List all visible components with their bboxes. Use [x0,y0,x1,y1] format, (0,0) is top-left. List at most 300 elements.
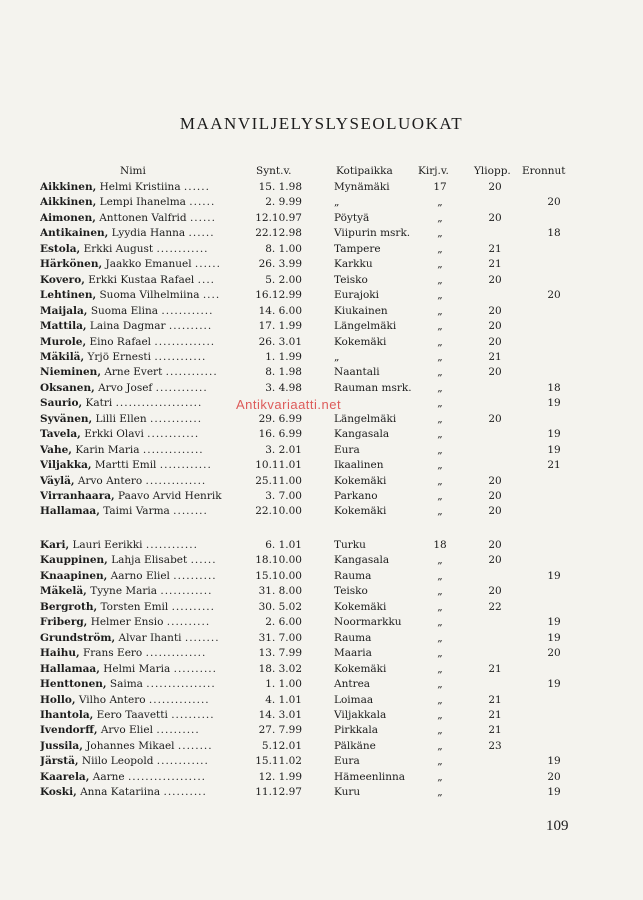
resigned-year: 19 [547,678,561,691]
given-names: Lilli Ellen [95,412,147,425]
graduated-year: 20 [488,554,502,567]
enrolled-year: „ [437,242,443,255]
table-row [0,273,643,288]
dot-leader: ........ [184,631,220,644]
graduated-year: 20 [488,304,502,317]
surname: Härkönen, [40,258,103,271]
dot-leader: ............ [150,412,203,425]
graduated-year: 21 [488,350,502,363]
birth-date: 8. 1.98 [265,366,302,379]
table-row [0,381,643,396]
surname: Mäkelä, [40,585,87,598]
given-names: Torsten Emil [100,600,169,613]
surname: Kovero, [40,273,85,286]
enrolled-year: 18 [433,539,447,551]
given-names: Eero Taavetti [96,708,168,721]
student-name [40,600,240,615]
enrolled-year: „ [437,196,443,209]
table-row [0,412,643,427]
graduated-year: 20 [488,335,502,348]
enrolled-year: „ [437,585,443,598]
header-name: Nimi [120,165,146,177]
surname: Hollo, [40,693,76,706]
given-names: Lempi Ihanelma [99,196,186,209]
student-name [40,631,240,646]
surname: Aimonen, [40,211,96,224]
surname: Syvänen, [40,412,93,425]
birth-date: 3. 4.98 [265,381,302,394]
home-town: Teisko [334,273,368,286]
table-row [0,631,643,646]
birth-date: 8. 1.00 [265,242,302,255]
birth-date: 18. 3.02 [258,662,302,675]
graduated-year: 21 [488,242,502,255]
birth-date: 11.12.97 [255,786,302,799]
enrolled-year: „ [437,443,443,456]
home-town: Naantali [334,366,380,379]
birth-date: 15.10.00 [255,569,302,582]
page-title: MAANVILJELYSLYSEOLUOKAT [179,114,464,133]
graduated-year: 22 [488,600,502,613]
student-name [40,350,240,365]
resigned-year: 19 [547,397,561,410]
enrolled-year: „ [437,474,443,487]
table-row [0,770,643,785]
surname: Mattila, [40,320,87,333]
graduated-year: 20 [488,366,502,379]
home-town: Kokemäki [334,335,387,348]
enrolled-year: „ [437,490,443,502]
dot-leader: .......... [168,320,213,333]
given-names: Arvo Antero [77,474,143,487]
given-names: Lyydia Hanna [111,227,186,240]
home-town: Karkku [334,258,373,271]
enrolled-year: „ [437,304,443,317]
given-names: Eino Rafael [89,335,152,348]
enrolled-year: „ [437,724,443,737]
table-row [0,785,643,800]
surname: Virranhaara, [40,490,115,502]
enrolled-year: „ [437,412,443,425]
birth-date: 3. 2.01 [265,443,302,456]
table-row [0,600,643,615]
given-names: Erkki Kustaa Rafael [88,273,195,286]
enrolled-year: „ [437,459,443,472]
student-name [40,211,240,226]
enrolled-year: „ [437,631,443,644]
dot-leader: .............. [145,647,207,660]
resigned-year: 19 [547,631,561,644]
page-number: 109 [546,818,569,834]
surname: Ivendorff, [40,724,98,737]
home-town: Eura [334,443,360,456]
header-ylio: Yliopp. [474,165,511,177]
surname: Väylä, [40,474,75,487]
enrolled-year: „ [437,616,443,629]
given-names: Anna Katariina [80,786,161,799]
student-name [40,257,240,272]
graduated-year: 23 [488,739,502,752]
table-row [0,739,643,754]
home-town: Kiukainen [334,304,388,317]
student-name [40,553,240,568]
table-row [0,569,643,584]
dot-leader: ...... [188,227,215,240]
home-town: Turku [334,539,366,551]
enrolled-year: „ [437,693,443,706]
table-row [0,180,643,195]
student-name [40,319,240,334]
surname: Grundström, [40,631,116,644]
surname: Hallamaa, [40,505,100,518]
surname: Koski, [40,786,77,799]
student-name [40,458,240,473]
table-row [0,195,643,210]
birth-date: 4. 1.01 [265,693,302,706]
given-names: Aarno Eliel [110,569,170,582]
given-names: Helmi Kristiina [99,181,181,193]
enrolled-year: „ [437,397,443,410]
home-town: Kokemäki [334,474,387,487]
home-town: Kangasala [334,428,390,441]
dot-leader: .............. [142,443,204,456]
birth-date: 30. 5.02 [258,600,302,613]
resigned-year: 18 [547,381,561,394]
graduated-year: 20 [488,474,502,487]
birth-date: 1. 1.99 [265,350,302,363]
dot-leader: .......... [171,600,215,613]
student-name [40,242,240,257]
surname: Antikainen, [40,227,109,240]
enrolled-year: „ [437,320,443,333]
home-town: Maaria [334,647,372,660]
enrolled-year: „ [437,289,443,302]
resigned-year: 19 [547,755,561,768]
birth-date: 5.12.01 [261,739,302,752]
resigned-year: 20 [547,647,561,660]
birth-date: 27. 7.99 [258,724,302,737]
birth-date: 6. 1.01 [265,539,302,551]
home-town: Kuru [334,786,361,799]
graduated-year: 20 [488,505,502,518]
dot-leader: ............ [159,459,212,472]
dot-leader: .................. [127,770,207,783]
resigned-year: 19 [547,443,561,456]
given-names: Arvo Josef [98,381,153,394]
dot-leader: .............. [145,474,207,487]
dot-leader: ............ [155,381,208,394]
column-headers [0,164,643,179]
dot-leader: .......... [173,569,217,582]
given-names: Suoma Elina [90,304,159,317]
graduated-year: 21 [488,708,502,721]
graduated-year: 21 [488,693,502,706]
enrolled-year: 17 [433,181,447,193]
home-town: Teisko [334,585,368,598]
surname: Vahe, [40,443,72,456]
enrolled-year: „ [437,211,443,224]
home-town: Viipurin msrk. [334,227,411,240]
table-row [0,693,643,708]
table-row [0,662,643,677]
surname: Viljakka, [40,459,92,472]
home-town: Längelmäki [334,320,397,333]
birth-date: 17. 1.99 [258,320,302,333]
enrolled-year: „ [437,786,443,799]
given-names: Martti Emil [94,459,157,472]
home-town: Kokemäki [334,662,387,675]
dot-leader: .... [197,273,215,286]
student-name [40,195,240,210]
surname: Aikkinen, [40,196,97,209]
student-name [40,754,240,769]
enrolled-year: „ [437,505,443,518]
birth-date: 10.11.01 [255,459,302,472]
home-town: Antrea [334,678,371,691]
enrolled-year: „ [437,258,443,271]
student-name [40,412,240,427]
graduated-year: 20 [488,211,502,224]
resigned-year: 20 [547,289,561,302]
birth-date: 2. 6.00 [265,616,302,629]
surname: Saurio, [40,397,83,410]
graduated-year: 20 [488,181,502,193]
given-names: Taimi Varma [103,505,170,518]
given-names: Paavo Arvid Henrik [118,490,222,502]
dot-leader: ............ [161,304,214,317]
home-town: „ [334,350,340,363]
birth-date: 29. 6.99 [258,412,302,425]
surname: Murole, [40,335,87,348]
student-name [40,708,240,723]
watermark: Antikvariaatti.net [236,397,342,412]
birth-date: 15. 1.98 [258,181,302,193]
student-name [40,646,240,661]
table-row [0,427,643,442]
dot-leader: .......... [156,724,200,737]
dot-leader: .... [202,289,221,302]
surname: Tavela, [40,428,81,441]
graduated-year: 20 [488,490,502,502]
student-name [40,304,240,319]
home-town: Pirkkala [334,724,379,737]
surname: Lehtinen, [40,289,97,302]
home-town: Pälkäne [334,739,376,752]
dot-leader: .......... [171,708,215,721]
birth-date: 13. 7.99 [258,647,302,660]
student-name [40,785,240,800]
home-town: Mynämäki [334,181,390,193]
graduated-year: 20 [488,539,502,551]
student-name [40,226,240,241]
graduated-year: 21 [488,662,502,675]
birth-date: 1. 1.00 [265,678,302,691]
student-name [40,381,240,396]
graduated-year: 21 [488,258,502,271]
enrolled-year: „ [437,381,443,394]
table-row [0,458,643,473]
surname: Hallamaa, [40,662,100,675]
dot-leader: ............ [156,755,209,768]
resigned-year: 19 [547,786,561,799]
home-town: Hämeenlinna [334,770,406,783]
birth-date: 2. 9.99 [265,196,302,209]
given-names: Anttonen Valfrid [99,211,187,224]
given-names: Vilho Antero [78,693,146,706]
given-names: Suoma Vilhelmiina [99,289,200,302]
given-names: Jaakko Emanuel [105,258,192,271]
table-row [0,474,643,489]
table-row [0,584,643,599]
table-row [0,226,643,241]
given-names: Karin Maria [75,443,140,456]
birth-date: 26. 3.01 [258,335,302,348]
header-born: Synt.v. [256,165,292,177]
dot-leader: ................ [146,678,216,691]
header-eron: Eronnut [522,165,566,177]
given-names: Helmer Ensio [90,616,164,629]
enrolled-year: „ [437,335,443,348]
birth-date: 3. 7.00 [265,490,302,502]
surname: Estola, [40,242,81,255]
given-names: Johannes Mikael [86,739,175,752]
student-name [40,693,240,708]
dot-leader: ...... [189,211,216,224]
enrolled-year: „ [437,755,443,768]
resigned-year: 19 [547,428,561,441]
given-names: Aarne [92,770,125,783]
dot-leader: ........ [173,505,208,518]
enrolled-year: „ [437,770,443,783]
student-name [40,288,240,303]
surname: Nieminen, [40,366,101,379]
dot-leader: ............ [145,539,198,551]
birth-date: 31. 8.00 [258,585,302,598]
home-town: Rauma [334,631,372,644]
given-names: Helmi Maria [103,662,171,675]
dot-leader: .......... [173,662,217,675]
enrolled-year: „ [437,647,443,660]
enrolled-year: „ [437,350,443,363]
resigned-year: 21 [547,459,561,472]
dot-leader: .............. [154,335,216,348]
home-town: Kangasala [334,554,390,567]
table-row [0,723,643,738]
student-name [40,584,240,599]
graduated-year: 20 [488,412,502,425]
table-row [0,443,643,458]
student-name [40,739,240,754]
birth-date: 16. 6.99 [258,428,302,441]
home-town: Kokemäki [334,505,387,518]
table-row [0,319,643,334]
resigned-year: 19 [547,616,561,629]
surname: Maijala, [40,304,88,317]
given-names: Arvo Eliel [100,724,153,737]
table-row [0,335,643,350]
enrolled-year: „ [437,227,443,240]
dot-leader: .............. [148,693,210,706]
resigned-year: 19 [547,569,561,582]
student-name [40,396,240,411]
table-row [0,304,643,319]
table-row [0,257,643,272]
dot-leader: ...... [183,181,210,193]
birth-date: 12. 1.99 [258,770,302,783]
table-row [0,646,643,661]
student-name [40,569,240,584]
home-town: Loimaa [334,693,374,706]
home-town: Rauman msrk. [334,381,412,394]
header-home: Kotipaikka [336,165,393,177]
given-names: Lahja Elisabet [111,554,188,567]
given-names: Katri [85,397,113,410]
table-row [0,350,643,365]
resigned-year: 20 [547,770,561,783]
dot-leader: .......... [163,786,207,799]
enrolled-year: „ [437,662,443,675]
surname: Knaapinen, [40,569,108,582]
surname: Henttonen, [40,678,107,691]
surname: Kari, [40,539,70,551]
home-town: Eurajoki [334,289,380,302]
surname: Mäkilä, [40,350,85,363]
table-row [0,504,643,519]
resigned-year: 20 [547,196,561,209]
birth-date: 25.11.00 [255,474,302,487]
table-row [0,365,643,380]
graduated-year: 21 [488,724,502,737]
home-town: Längelmäki [334,412,397,425]
surname: Aikkinen, [40,181,97,193]
student-name [40,489,240,504]
enrolled-year: „ [437,569,443,582]
student-name [40,723,240,738]
given-names: Niilo Leopold [81,755,154,768]
table-row [0,708,643,723]
surname: Jussila, [40,739,83,752]
enrolled-year: „ [437,739,443,752]
home-town: Eura [334,755,360,768]
birth-date: 22.12.98 [255,227,302,240]
birth-date: 15.11.02 [255,755,302,768]
given-names: Laina Dagmar [89,320,166,333]
student-name [40,474,240,489]
surname: Kauppinen, [40,554,108,567]
enrolled-year: „ [437,554,443,567]
student-name [40,770,240,785]
surname: Bergroth, [40,600,98,613]
given-names: Erkki August [83,242,154,255]
enrolled-year: „ [437,428,443,441]
surname: Kaarela, [40,770,90,783]
enrolled-year: „ [437,273,443,286]
given-names: Arne Evert [104,366,163,379]
home-town: „ [334,196,340,209]
dot-leader: ............ [160,585,213,598]
dot-leader: ............ [156,242,209,255]
dot-leader: .......... [166,616,211,629]
student-name [40,615,240,630]
student-name [40,443,240,458]
student-name [40,273,240,288]
graduated-year: 20 [488,320,502,333]
dot-leader: ........ [177,739,213,752]
student-name [40,427,240,442]
table-row [0,538,643,553]
student-name [40,335,240,350]
enrolled-year: „ [437,708,443,721]
